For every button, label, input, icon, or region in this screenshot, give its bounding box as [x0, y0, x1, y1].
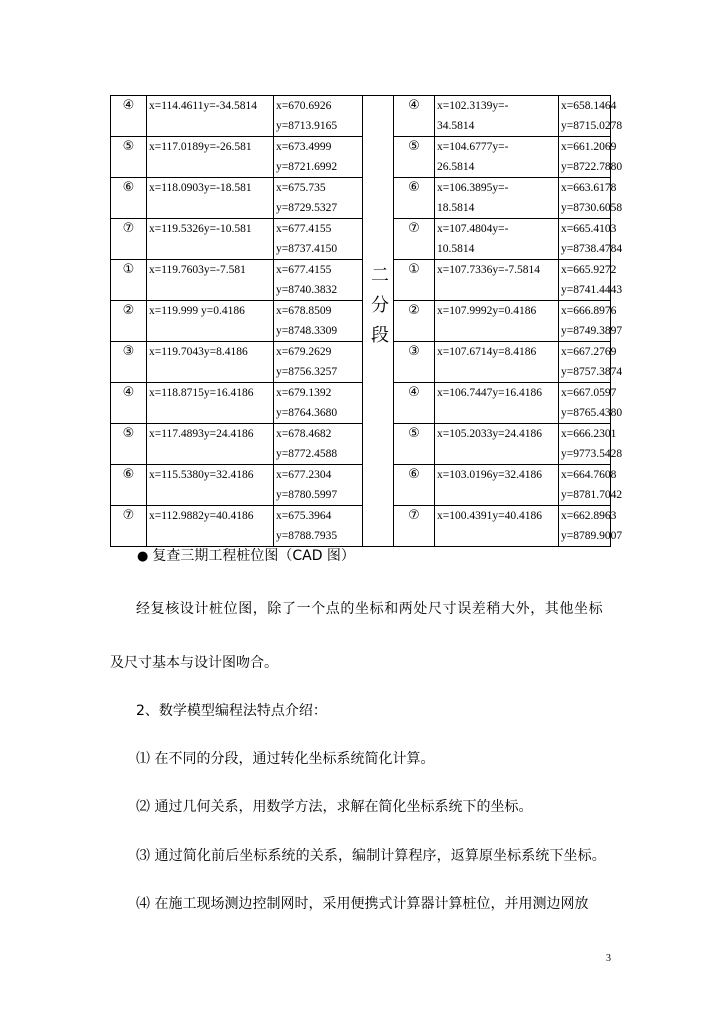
- right-point-number: [394, 178, 435, 219]
- right-local-coord: [435, 137, 559, 178]
- right-global-coord-line: y=8749.3897: [561, 325, 623, 337]
- left-global-coord-line: y=8721.6992: [276, 161, 338, 173]
- left-point-number: [111, 465, 147, 506]
- right-local-coord-line: x=107.9992y=0.4186: [437, 305, 537, 317]
- left-point-number: [111, 219, 147, 260]
- left-local-coord: [147, 424, 274, 465]
- list-item-3: ⑶ 通过简化前后坐标系统的关系，编制计算程序，返算原坐标系统下坐标。: [136, 848, 606, 864]
- right-point-number: [394, 301, 435, 342]
- left-local-coord-line: x=119.7603y=-7.581: [149, 264, 246, 276]
- right-global-coord: [559, 260, 623, 301]
- right-point-number: [394, 342, 435, 383]
- left-global-coord-line: y=8737.4150: [276, 243, 338, 255]
- left-local-coord: [147, 383, 274, 424]
- left-global-coord-line: y=8756.3257: [276, 366, 338, 378]
- table-row: [111, 506, 611, 547]
- right-global-coord: [559, 137, 623, 178]
- right-point-number: [394, 260, 435, 301]
- right-global-coord: [559, 383, 623, 424]
- segment-label: [371, 261, 391, 351]
- left-local-coord: [147, 301, 274, 342]
- right-local-coord-line: x=103.0196y=32.4186: [437, 469, 542, 481]
- left-point-number-line: ⑤: [122, 139, 135, 154]
- left-local-coord: [147, 506, 274, 547]
- right-global-coord-line: y=8781.7042: [561, 489, 623, 501]
- left-local-coord: [147, 96, 274, 137]
- left-global-coord-line: y=8713.9165: [276, 120, 338, 132]
- coordinate-table: [110, 95, 623, 547]
- left-local-coord-line: x=117.0189y=-26.581: [149, 141, 252, 153]
- right-global-coord: [559, 96, 623, 137]
- left-global-coord-line: x=679.2629: [276, 346, 332, 358]
- paragraph-1: 经复核设计桩位图，除了一个点的坐标和两处尺寸误差稍大外，其他坐标: [136, 601, 604, 617]
- left-global-coord: [274, 219, 363, 260]
- right-point-number-line: ⑥: [408, 180, 420, 195]
- left-point-number-line: ⑥: [122, 180, 135, 195]
- right-global-coord: [559, 178, 623, 219]
- right-local-coord-line: x=106.3895y=-: [437, 182, 509, 194]
- right-point-number-line: ⑤: [408, 139, 420, 154]
- right-global-coord: [559, 506, 623, 547]
- left-point-number: [111, 137, 147, 178]
- right-global-coord: [559, 424, 623, 465]
- left-point-number: [111, 178, 147, 219]
- left-point-number-line: ④: [122, 98, 135, 113]
- right-local-coord-line: x=104.6777y=-: [437, 141, 509, 153]
- left-global-coord-line: y=8729.5327: [276, 202, 338, 214]
- right-local-coord-line: 34.5814: [437, 120, 475, 132]
- right-point-number: [394, 383, 435, 424]
- right-point-number: [394, 137, 435, 178]
- left-local-coord: [147, 178, 274, 219]
- left-global-coord-line: x=678.4682: [276, 428, 332, 440]
- right-global-coord-line: y=8765.4380: [561, 407, 623, 419]
- right-global-coord: [559, 465, 623, 506]
- right-global-coord-line: x=658.1464: [561, 100, 617, 112]
- right-local-coord: [435, 219, 559, 260]
- right-point-number-line: ⑤: [408, 426, 420, 441]
- left-global-coord: [274, 342, 363, 383]
- right-local-coord: [435, 506, 559, 547]
- page-number: 3: [606, 953, 611, 964]
- right-point-number: [394, 465, 435, 506]
- right-global-coord: [559, 342, 623, 383]
- right-point-number-line: ①: [408, 262, 420, 277]
- left-global-coord-line: x=675.735: [276, 182, 326, 194]
- right-global-coord: [559, 219, 623, 260]
- left-point-number: [111, 342, 147, 383]
- table-row: [111, 424, 611, 465]
- list-item-1: ⑴ 在不同的分段，通过转化坐标系统简化计算。: [136, 751, 435, 767]
- right-global-coord-line: x=662.8963: [561, 510, 617, 522]
- left-local-coord-line: x=114.4611y=-34.5814: [149, 100, 257, 112]
- left-global-coord-line: x=670.6926: [276, 100, 332, 112]
- right-point-number-line: ④: [408, 385, 420, 400]
- list-item-2: ⑵ 通过几何关系，用数学方法，求解在简化坐标系统下的坐标。: [136, 799, 533, 815]
- right-global-coord-line: x=663.6178: [561, 182, 617, 194]
- right-local-coord-line: x=100.4391y=40.4186: [437, 510, 542, 522]
- right-local-coord-line: 26.5814: [437, 161, 475, 173]
- right-global-coord-line: y=8738.4784: [561, 243, 623, 255]
- left-point-number-line: ④: [122, 385, 135, 400]
- right-global-coord-line: y=8730.6058: [561, 202, 623, 214]
- right-global-coord-line: x=665.4103: [561, 223, 617, 235]
- right-local-coord: [435, 301, 559, 342]
- left-point-number-line: ③: [122, 344, 135, 359]
- bullet-dot: ●: [137, 549, 149, 564]
- right-global-coord-line: y=9773.5428: [561, 448, 623, 460]
- segment-char: 分: [371, 295, 389, 316]
- left-local-coord-line: x=112.9882y=40.4186: [149, 510, 254, 522]
- right-global-coord-line: x=666.2301: [561, 428, 617, 440]
- left-point-number-line: ⑤: [122, 426, 135, 441]
- right-global-coord-line: x=667.0597: [561, 387, 617, 399]
- right-local-coord: [435, 465, 559, 506]
- right-local-coord-line: x=102.3139y=-: [437, 100, 509, 112]
- section-heading: 2、数学模型编程法特点介绍：: [136, 703, 327, 719]
- right-local-coord: [435, 96, 559, 137]
- segment-char: 二: [371, 265, 389, 286]
- right-global-coord-line: x=664.7608: [561, 469, 617, 481]
- left-global-coord-line: y=8788.7935: [276, 530, 338, 542]
- left-global-coord-line: y=8780.5997: [276, 489, 338, 501]
- left-local-coord-line: x=119.5326y=-10.581: [149, 223, 252, 235]
- right-global-coord-line: x=666.8976: [561, 305, 617, 317]
- left-global-coord-line: y=8772.4588: [276, 448, 338, 460]
- right-global-coord-line: x=665.9272: [561, 264, 617, 276]
- left-global-coord: [274, 96, 363, 137]
- left-global-coord-line: x=677.4155: [276, 223, 332, 235]
- left-global-coord-line: x=679.1392: [276, 387, 332, 399]
- right-local-coord: [435, 383, 559, 424]
- right-global-coord-line: y=8757.3874: [561, 366, 623, 378]
- left-local-coord-line: x=117.4893y=24.4186: [149, 428, 254, 440]
- bullet-text: 复查三期工程桩位图（CAD 图）: [152, 548, 355, 564]
- right-point-number-line: ⑥: [408, 467, 420, 482]
- table-row: [111, 342, 611, 383]
- left-point-number-line: ⑥: [122, 467, 135, 482]
- right-global-coord-line: x=667.2769: [561, 346, 617, 358]
- table-row: [111, 96, 611, 137]
- table-row: [111, 178, 611, 219]
- left-point-number: [111, 383, 147, 424]
- right-global-coord-line: y=8741.4443: [561, 284, 623, 296]
- left-global-coord: [274, 506, 363, 547]
- right-point-number: [394, 219, 435, 260]
- left-global-coord: [274, 383, 363, 424]
- segment-label-cell: [363, 96, 394, 547]
- table-row: [111, 260, 611, 301]
- right-global-coord-line: y=8789.9007: [561, 530, 623, 542]
- left-global-coord-line: x=673.4999: [276, 141, 332, 153]
- left-global-coord-line: x=678.8509: [276, 305, 332, 317]
- bullet-item: [137, 545, 355, 565]
- right-local-coord-line: x=106.7447y=16.4186: [437, 387, 542, 399]
- left-global-coord: [274, 137, 363, 178]
- right-local-coord: [435, 342, 559, 383]
- right-point-number-line: ④: [408, 98, 420, 113]
- table-row: [111, 137, 611, 178]
- left-local-coord: [147, 137, 274, 178]
- table-row: [111, 219, 611, 260]
- left-point-number-line: ①: [122, 262, 135, 277]
- right-point-number: [394, 506, 435, 547]
- left-point-number: [111, 96, 147, 137]
- right-local-coord: [435, 260, 559, 301]
- left-local-coord-line: x=118.8715y=16.4186: [149, 387, 254, 399]
- right-global-coord-line: y=8715.0278: [561, 120, 623, 132]
- table-row: [111, 383, 611, 424]
- right-local-coord: [435, 424, 559, 465]
- left-global-coord: [274, 178, 363, 219]
- left-global-coord: [274, 465, 363, 506]
- right-global-coord: [559, 301, 623, 342]
- left-local-coord-line: x=119.999 y=0.4186: [149, 305, 245, 317]
- right-point-number: [394, 96, 435, 137]
- left-global-coord: [274, 260, 363, 301]
- left-local-coord: [147, 465, 274, 506]
- left-global-coord-line: y=8740.3832: [276, 284, 338, 296]
- right-local-coord-line: 10.5814: [437, 243, 475, 255]
- table-row: [111, 301, 611, 342]
- right-local-coord-line: x=107.7336y=-7.5814: [437, 264, 541, 276]
- left-global-coord: [274, 301, 363, 342]
- left-point-number-line: ②: [122, 303, 135, 318]
- left-local-coord: [147, 342, 274, 383]
- right-local-coord-line: x=105.2033y=24.4186: [437, 428, 542, 440]
- right-local-coord: [435, 178, 559, 219]
- right-point-number-line: ⑦: [408, 508, 420, 523]
- left-local-coord-line: x=115.5380y=32.4186: [149, 469, 254, 481]
- right-local-coord-line: x=107.6714y=8.4186: [437, 346, 537, 358]
- left-point-number: [111, 506, 147, 547]
- right-global-coord-line: y=8722.7880: [561, 161, 623, 173]
- left-local-coord: [147, 260, 274, 301]
- left-global-coord-line: x=675.3964: [276, 510, 332, 522]
- left-local-coord-line: x=118.0903y=-18.581: [149, 182, 252, 194]
- left-global-coord-line: x=677.4155: [276, 264, 332, 276]
- left-global-coord-line: y=8764.3680: [276, 407, 338, 419]
- table-row: [111, 465, 611, 506]
- right-point-number: [394, 424, 435, 465]
- right-point-number-line: ②: [408, 303, 420, 318]
- left-point-number: [111, 301, 147, 342]
- right-global-coord-line: x=661.2069: [561, 141, 617, 153]
- segment-char: 段: [371, 325, 389, 346]
- left-global-coord-line: x=677.2304: [276, 469, 332, 481]
- right-point-number-line: ⑦: [408, 221, 420, 236]
- left-point-number-line: ⑦: [122, 508, 135, 523]
- left-point-number: [111, 424, 147, 465]
- right-local-coord-line: x=107.4804y=-: [437, 223, 509, 235]
- left-global-coord-line: y=8748.3309: [276, 325, 338, 337]
- right-local-coord-line: 18.5814: [437, 202, 475, 214]
- left-point-number-line: ⑦: [122, 221, 135, 236]
- list-item-4: ⑷ 在施工现场测边控制网时，采用便携式计算器计算桩位，并用测边网放: [136, 896, 589, 912]
- right-point-number-line: ③: [408, 344, 420, 359]
- left-global-coord: [274, 424, 363, 465]
- left-point-number: [111, 260, 147, 301]
- left-local-coord-line: x=119.7043y=8.4186: [149, 346, 248, 358]
- paragraph-1-continued: 及尺寸基本与设计图吻合。: [110, 655, 278, 671]
- left-local-coord: [147, 219, 274, 260]
